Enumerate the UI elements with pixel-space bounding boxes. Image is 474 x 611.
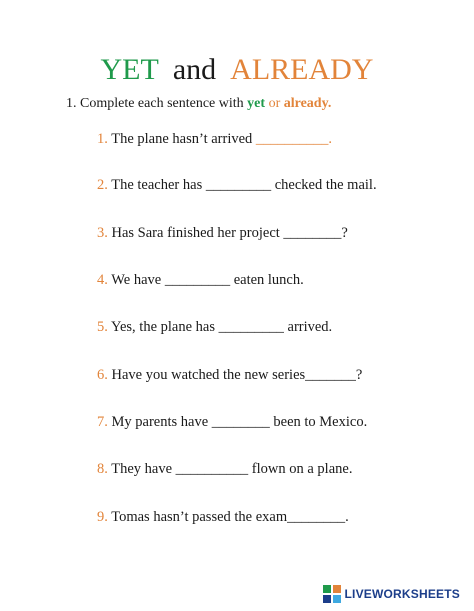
instruction-line — [66, 95, 331, 113]
item-sentence[interactable]: They have __________ flown on a plane. — [107, 461, 353, 477]
item-sentence[interactable]: Has Sara finished her project ________? — [107, 225, 348, 241]
liveworksheets-logo-icon — [323, 585, 341, 603]
exercise-item-5 — [97, 318, 332, 336]
instruction-word-yet: yet — [247, 96, 266, 111]
exercise-item-7 — [97, 413, 367, 431]
title-and: and — [172, 53, 217, 86]
item-sentence[interactable]: My parents have ________ been to Mexico. — [107, 414, 368, 430]
worksheet-title — [0, 52, 474, 88]
item-number: 4. — [97, 272, 108, 288]
item-sentence[interactable]: Have you watched the new series_______? — [107, 367, 363, 383]
item-number: 2. — [97, 177, 108, 193]
exercise-item-2 — [97, 176, 377, 194]
answer-blank[interactable]: __________. — [255, 131, 333, 147]
title-yet: YET — [100, 53, 159, 86]
item-number: 3. — [97, 225, 108, 241]
item-number: 6. — [97, 367, 108, 383]
item-number: 5. — [97, 319, 108, 335]
instruction-connector: or — [265, 96, 284, 111]
exercise-item-9 — [97, 508, 349, 526]
liveworksheets-branding[interactable] — [323, 585, 460, 603]
item-sentence[interactable]: Tomas hasn’t passed the exam________. — [107, 509, 349, 525]
item-sentence[interactable]: We have _________ eaten lunch. — [107, 272, 304, 288]
instruction-word-already: already. — [283, 96, 332, 111]
item-number: 1. — [97, 131, 108, 147]
item-sentence: The plane hasn’t arrived — [107, 131, 256, 147]
exercise-item-8 — [97, 460, 352, 478]
instruction-text: 1. Complete each sentence with — [66, 96, 248, 111]
exercise-item-6 — [97, 366, 362, 384]
item-sentence[interactable]: The teacher has _________ checked the mail. — [107, 177, 377, 193]
item-number: 7. — [97, 414, 108, 430]
brand-name: LIVEWORKSHEETS — [344, 587, 460, 601]
item-number: 8. — [97, 461, 108, 477]
exercise-item-1 — [97, 130, 332, 148]
title-already: ALREADY — [230, 53, 374, 86]
exercise-item-3 — [97, 224, 348, 242]
item-sentence[interactable]: Yes, the plane has _________ arrived. — [107, 319, 333, 335]
exercise-item-4 — [97, 271, 304, 289]
item-number: 9. — [97, 509, 108, 525]
